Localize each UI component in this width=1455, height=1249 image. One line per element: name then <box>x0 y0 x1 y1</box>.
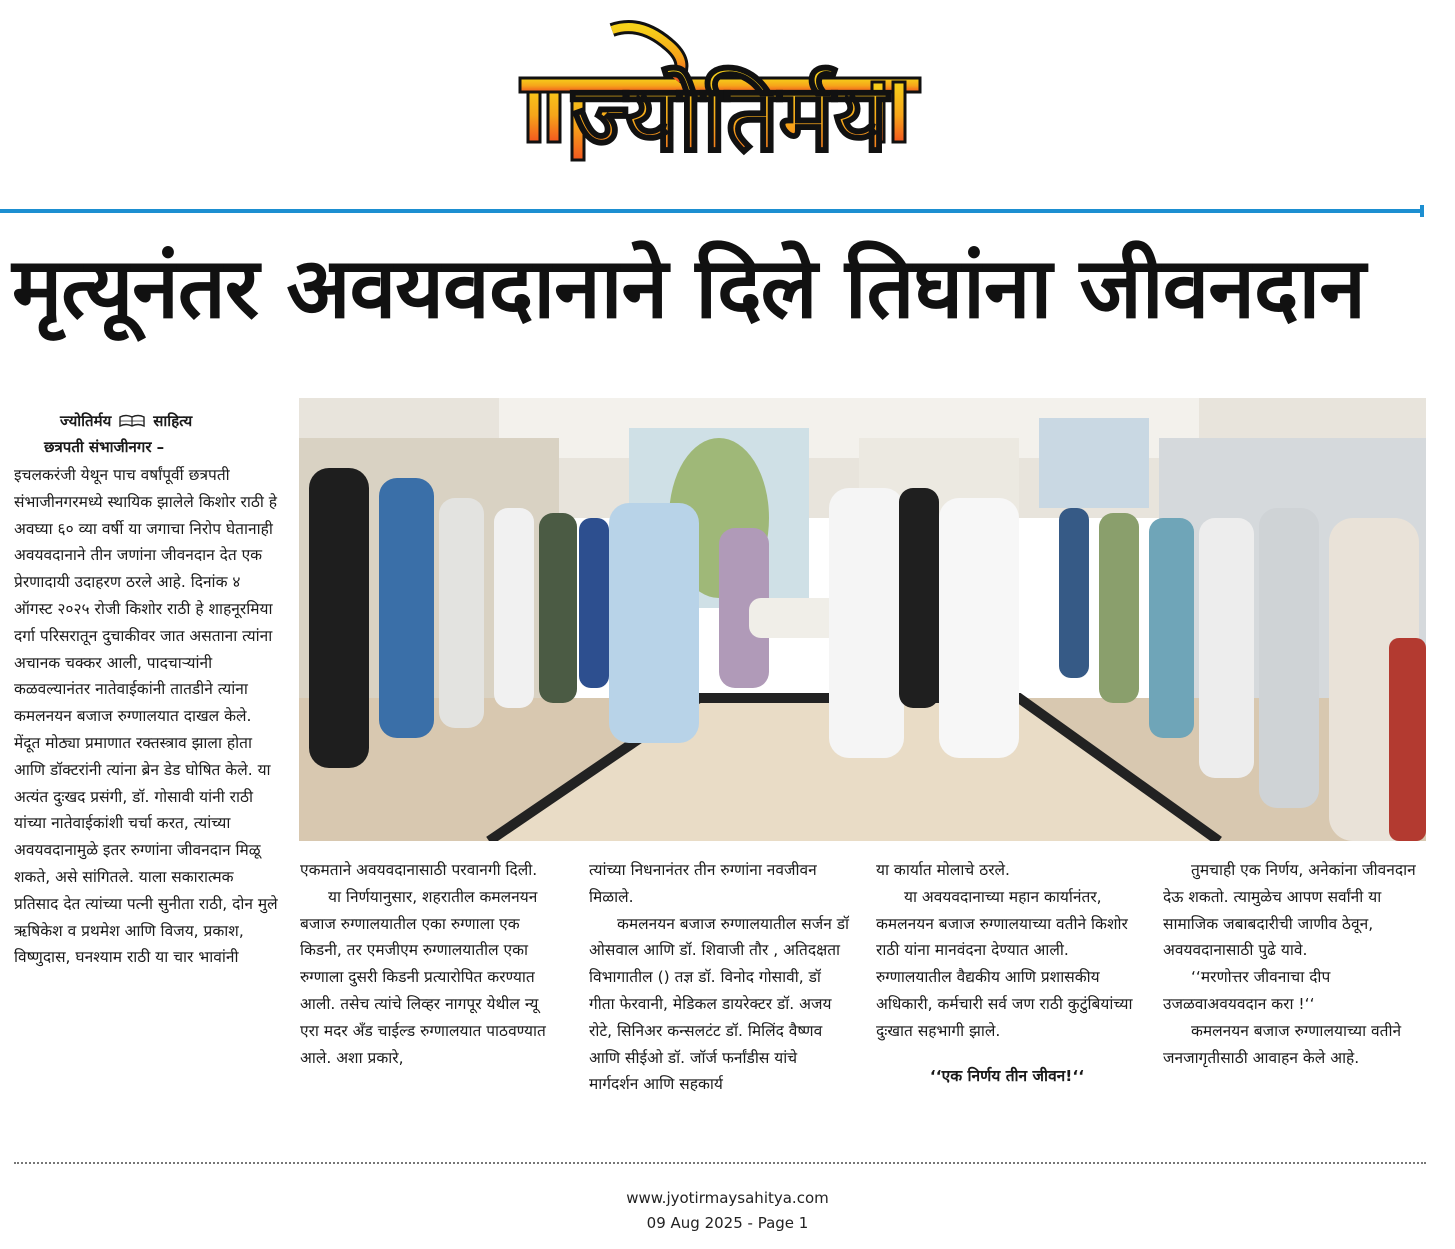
article-paragraph: या अवयवदानाच्या महान कार्यानंतर, कमलनयन बजाज रुग्णालयाच्या वतीने किशोर राठी यांना मानवंदना देण्यात आली. रुग्णालयातील वैद्यकीय आणि प्रशासकीय अधिकारी, कर्मचारी सर्व जण राठी कुटुंबियांच्या दुःखात सहभागी झाले. <box>876 887 1133 1040</box>
article-paragraph: एकमताने अवयवदानासाठी परवानगी दिली. <box>300 861 538 879</box>
article-paragraph: त्यांच्या निधनानंतर तीन रुग्णांना नवजीवन मिळाले. <box>589 861 817 906</box>
article-paragraph: कमलनयन बजाज रुग्णालयाच्या वतीने जनजागृतीसाठी आवाहन केले आहे. <box>1163 1021 1402 1067</box>
article-column-2 <box>300 857 562 1071</box>
article-column-3 <box>589 857 851 1098</box>
article-slogan: ‘‘एक निर्णय तीन जीवन!‘‘ <box>929 1066 1085 1085</box>
masthead-title <box>560 28 900 178</box>
article-column-5 <box>1163 857 1425 1071</box>
footer-page-info: 09 Aug 2025 - Page 1 <box>646 1214 809 1232</box>
masthead-divider-end <box>1420 205 1424 217</box>
footer-website-link[interactable]: www.jyotirmaysahitya.com <box>626 1189 829 1207</box>
byline-source <box>14 408 284 434</box>
hospital-corridor-photo <box>299 398 1426 841</box>
byline-source-section: साहित्य <box>153 412 193 430</box>
masthead-title-text: ज्योतिर्मय <box>572 65 888 172</box>
article-column-1 <box>14 462 282 971</box>
article-paragraph: इचलकरंजी येथून पाच वर्षांपूर्वी छत्रपती संभाजीनगरमध्ये स्थायिक झालेले किशोर राठी हे अवघ्या ६० व्या वर्षी या जगाचा निरोप घेतानाही अवयवदानाने तीन जणांना जीवनदान देत एक प्रेरणादायी उदाहरण ठरले आहे. दिनांक ४ ऑगस्ट २०२५ रोजी किशोर राठी हे शाहनूरमिया दर्गा परिसरातून दुचाकीवर जात असताना त्यांना अचानक चक्कर आली, पादचाऱ्यांनी कळवल्यानंतर नातेवाईकांनी तातडीने त्यांना कमलनयन बजाज रुग्णालयात दाखल केले. मेंदूत मोठ्या प्रमाणात रक्तस्त्राव झाला होता आणि डॉक्टरांनी त्यांना ब्रेन डेड घोषित केले. या अत्यंत दुःखद प्रसंगी, डॉ. गोसावी यांनी राठी यांच्या नातेवाईकांशी चर्चा करत, त्यांच्या अवयवदानामुळे इतर रुग्णांना जीवनदान मिळू शकते, असे सांगितले. याला सकारात्मक प्रतिसाद देत त्यांच्या पत्नी सुनीता राठी, दोन मुले ऋषिकेश व प्रथमेश आणि विजय, प्रकाश, विष्णुदास, घनश्याम राठी या चार भावांनी <box>14 466 278 967</box>
article-quote: ‘‘मरणोत्तर जीवनाचा दीप उजळवाअवयवदान करा !‘‘ <box>1163 968 1331 1013</box>
article-paragraph: या निर्णयानुसार, शहरातील कमलनयन बजाज रुग्णालयातील एका रुग्णाला एक किडनी, तर एमजीएम रुग्णालयातील एका रुग्णाला दुसरी किडनी प्रत्यारोपित करण्यात आली. तसेच त्यांचे लिव्हर नागपूर येथील न्यू एरा मदर अँड चाईल्ड रुग्णालयात पाठवण्यात आले. अशा प्रकारे, <box>300 887 546 1067</box>
article-paragraph: तुमचाही एक निर्णय, अनेकांना जीवनदान देऊ शकतो. त्यामुळेच आपण सर्वांनी या सामाजिक जबाबदारीची जाणीव ठेवून, अवयवदानासाठी पुढे यावे. <box>1163 861 1416 960</box>
article-photo <box>299 398 1426 841</box>
book-icon <box>119 414 145 428</box>
masthead-divider <box>0 209 1424 213</box>
byline-dateline: छत्रपती संभाजीनगर – <box>44 438 165 456</box>
page-headline: मृत्यूनंतर अवयवदानाने दिले तिघांना जीवनदान <box>12 239 1365 337</box>
footer-divider <box>14 1162 1426 1164</box>
article-paragraph: कमलनयन बजाज रुग्णालयातील सर्जन डॉ ओसवाल आणि डॉ. शिवाजी तौर , अतिदक्षता विभागातील () तज्ञ डॉ. विनोद गोसावी, डॉ गीता फेरवानी, मेडिकल डायरेक्टर डॉ. अजय रोटे, सिनिअर कन्सलटंट डॉ. मिलिंद वैष्णव आणि सीईओ डॉ. जॉर्ज फर्नांडीस यांचे मार्गदर्शन आणि सहकार्य <box>589 914 850 1094</box>
byline-source-name: ज्योतिर्मय <box>60 412 112 430</box>
masthead <box>0 0 1455 210</box>
article-column-4 <box>876 857 1138 1089</box>
byline <box>14 408 284 460</box>
article-paragraph: या कार्यात मोलाचे ठरले. <box>876 861 1010 879</box>
